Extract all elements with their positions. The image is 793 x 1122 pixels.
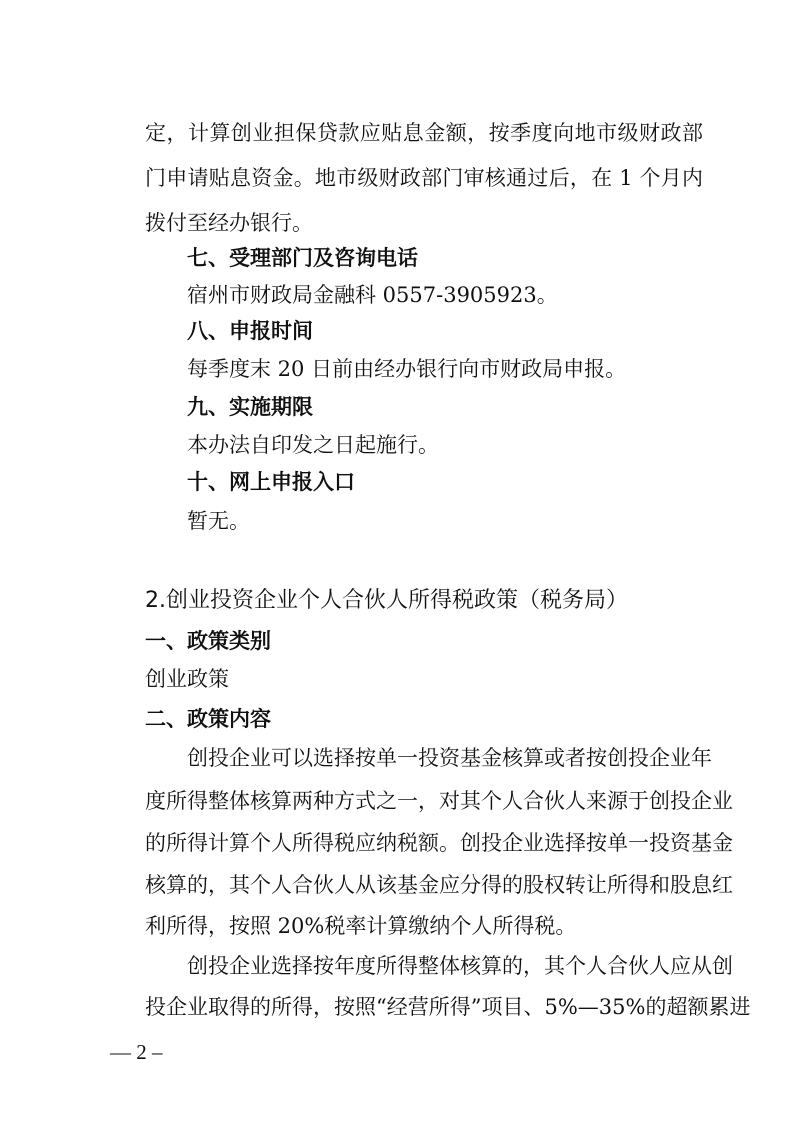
section-text: 本办法自印发之日起施行。: [187, 433, 439, 457]
section-text: 每季度末 20 日前由经办银行向市财政局申报。: [187, 357, 627, 381]
paragraph-line: 门申请贴息资金。地市级财政部门审核通过后，在 1 个月内: [145, 166, 703, 190]
section-text: 暂无。: [187, 509, 250, 533]
paragraph-line: 投企业取得的所得，按照“经营所得”项目、5%—35%的超额累进: [145, 995, 751, 1019]
paragraph-line: 利所得，按照 20%税率计算缴纳个人所得税。: [145, 914, 577, 938]
policy-title: 2.创业投资企业个人合伙人所得税政策（税务局）: [145, 588, 628, 613]
section-heading: 八、申报时间: [187, 319, 313, 343]
paragraph-line: 创投企业选择按年度所得整体核算的，其个人合伙人应从创: [187, 954, 733, 978]
page-number: — 2 –: [110, 1040, 163, 1064]
section-text: 宿州市财政局金融科 0557-3905923。: [187, 283, 558, 307]
section-heading: 七、受理部门及咨询电话: [187, 246, 418, 270]
paragraph-line: 度所得整体核算两种方式之一，对其个人合伙人来源于创投企业: [145, 789, 733, 813]
section-heading: 二、政策内容: [145, 707, 271, 731]
section-heading: 一、政策类别: [145, 629, 271, 653]
section-heading: 九、实施期限: [187, 395, 313, 419]
paragraph-line: 核算的，其个人合伙人从该基金应分得的股权转让所得和股息红: [145, 873, 733, 897]
paragraph-line: 定，计算创业担保贷款应贴息金额，按季度向地市级财政部: [145, 121, 703, 145]
paragraph-line: 创投企业可以选择按单一投资基金核算或者按创投企业年: [187, 746, 712, 770]
section-text: 创业政策: [145, 667, 229, 691]
paragraph-line: 的所得计算个人所得税应纳税额。创投企业选择按单一投资基金: [145, 831, 733, 855]
section-heading: 十、网上申报入口: [187, 470, 355, 494]
paragraph-line: 拨付至经办银行。: [145, 211, 313, 235]
